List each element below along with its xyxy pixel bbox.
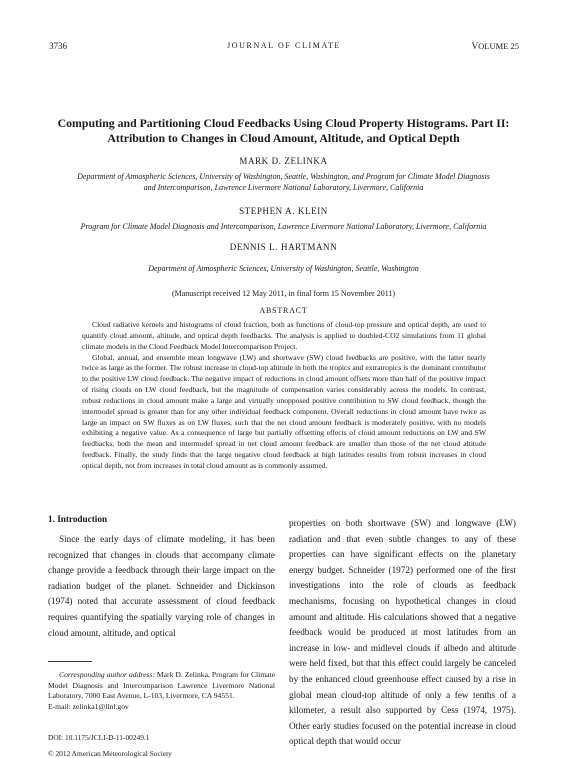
abstract-body (82, 320, 486, 472)
corresponding-author-footnote (48, 670, 275, 712)
author-1-affiliation (40, 171, 527, 193)
footnote-rule (48, 661, 92, 662)
title-line-2: Attribution to Changes in Cloud Amount, Altitude, and Optical Depth (107, 131, 460, 145)
journal-name: JOURNAL OF CLIMATE (227, 41, 341, 50)
footnote-label: Corresponding author address: (59, 670, 155, 679)
abstract-paragraph-2: Global, annual, and ensemble mean longwave (LW) and shortwave (SW) cloud feedbacks are positive, with the latter nearly twice as large as the former. The robust increase in cloud-top altitude in both the tropics and extratropics is the dominant contributor to the positive LW cloud feedback. The negative impact of reductions in cloud amount offsets more than half of the positive impact of rising clouds on LW cloud feedback, but the magnitude of compensation varies considerably across the models. In contrast, robust reductions in cloud amount make a large and virtually unopposed positive contribution to SW cloud feedback, though the intermodel spread is greater than for any other individual feedback component. Overall reductions in cloud amount have twice as large an impact on SW fluxes as on LW fluxes, such that the net cloud amount feedback is moderately positive, with no models exhibiting a negative value. As a consequence of large but partially offsetting effects of cloud amount reductions on LW and SW feedbacks, both the mean and intermodel spread in net cloud amount feedback are smaller than those of the net cloud altitude feedback. Finally, the study finds that the large negative cloud feedback at high latitudes results from robust increases in cloud optical depth, not from increases in total cloud amount as is commonly assumed. (82, 352, 486, 470)
volume-label (472, 41, 519, 51)
intro-left-column (48, 532, 275, 641)
volume-initial: V (471, 41, 479, 51)
author-1-affiliation-line-2: and Intercomparison, Lawrence Livermore National Laboratory, Livermore, California (143, 183, 424, 192)
volume-rest: OLUME 25 (478, 41, 519, 51)
paper-title (40, 116, 527, 146)
author-3-affiliation (40, 263, 527, 274)
author-1-affiliation-line-1: Department of Atmospheric Sciences, University of Washington, Seattle, Washington, and Program for Climate Model Diagnosis (77, 172, 490, 181)
intro-paragraph-1: Since the early days of climate modeling, it has been recognized that changes in clouds that accompany climate change provide a feedback through their large impact on the radiation budget of the planet. Schneider and Dickinson (1974) noted that accurate assessment of cloud feedback requires quantifying the spatially varying role of changes in cloud amount, altitude, and optical (48, 534, 275, 638)
author-2-name: STEPHEN A. KLEIN (239, 206, 328, 216)
author-3-affiliation-line-1: Department of Atmospheric Sciences, University of Washington, Seattle, Washington (148, 264, 419, 273)
title-line-1: Computing and Partitioning Cloud Feedbacks Using Cloud Property Histograms. Part II: (57, 116, 510, 130)
page-number: 3736 (49, 41, 67, 51)
abstract-heading: ABSTRACT (259, 306, 308, 315)
intro-paragraph-1-continued: properties on both shortwave (SW) and longwave (LW) radiation and that even subtle changes to any of these properties can have significant effects on the planetary energy budget. Schneider (1972) performed one of the first investigations into the role of clouds as feedback mechanisms, focusing on hypothetical changes in cloud amount and altitude. His calculations showed that a negative feedback would be produced at most latitudes from an increase in low- and midlevel clouds if albedo and altitude were held fixed, but that this effect could largely be canceled by the enhanced cloud greenhouse effect caused by a rise in global mean cloud-top altitude of only a few tenths of a kilometer, a result also supported by Cess (1974, 1975). Other early studies focused on the potential increase in cloud optical depth that would occur (289, 518, 516, 747)
section-heading-introduction: 1. Introduction (48, 514, 108, 524)
abstract-paragraph-1: Cloud radiative kernels and histograms of cloud fraction, both as functions of cloud-top pressure and optical depth, are used to quantify cloud amount, altitude, and optical depth feedbacks. The analysis is applied to doubled-CO2 simulations from 11 global climate models in the Cloud Feedback Model Intercomparison Project. (82, 320, 486, 351)
footnote-email: E-mail: zelinka1@llnl.gov (48, 701, 129, 711)
author-1-name: MARK D. ZELINKA (239, 156, 328, 166)
manuscript-note: (Manuscript received 12 May 2011, in final form 15 November 2011) (171, 289, 396, 298)
copyright: © 2012 American Meteorological Society (48, 749, 172, 758)
intro-right-column (289, 516, 516, 750)
author-3-name: DENNIS L. HARTMANN (229, 242, 338, 252)
running-head (49, 41, 519, 53)
author-2-affiliation-line-1: Program for Climate Model Diagnosis and Intercomparison, Lawrence Livermore National Laboratory, Livermore, California (80, 222, 487, 231)
footnote-address: Mark D. Zelinka, Program for Climate Model Diagnosis and Intercomparison Lawrence Livermore National Laboratory, 7000 East Avenue, L-103, Livermore, CA 94551. (48, 670, 275, 701)
author-2-affiliation (40, 221, 527, 232)
doi: DOI: 10.1175/JCLI-D-11-00249.1 (48, 733, 150, 742)
